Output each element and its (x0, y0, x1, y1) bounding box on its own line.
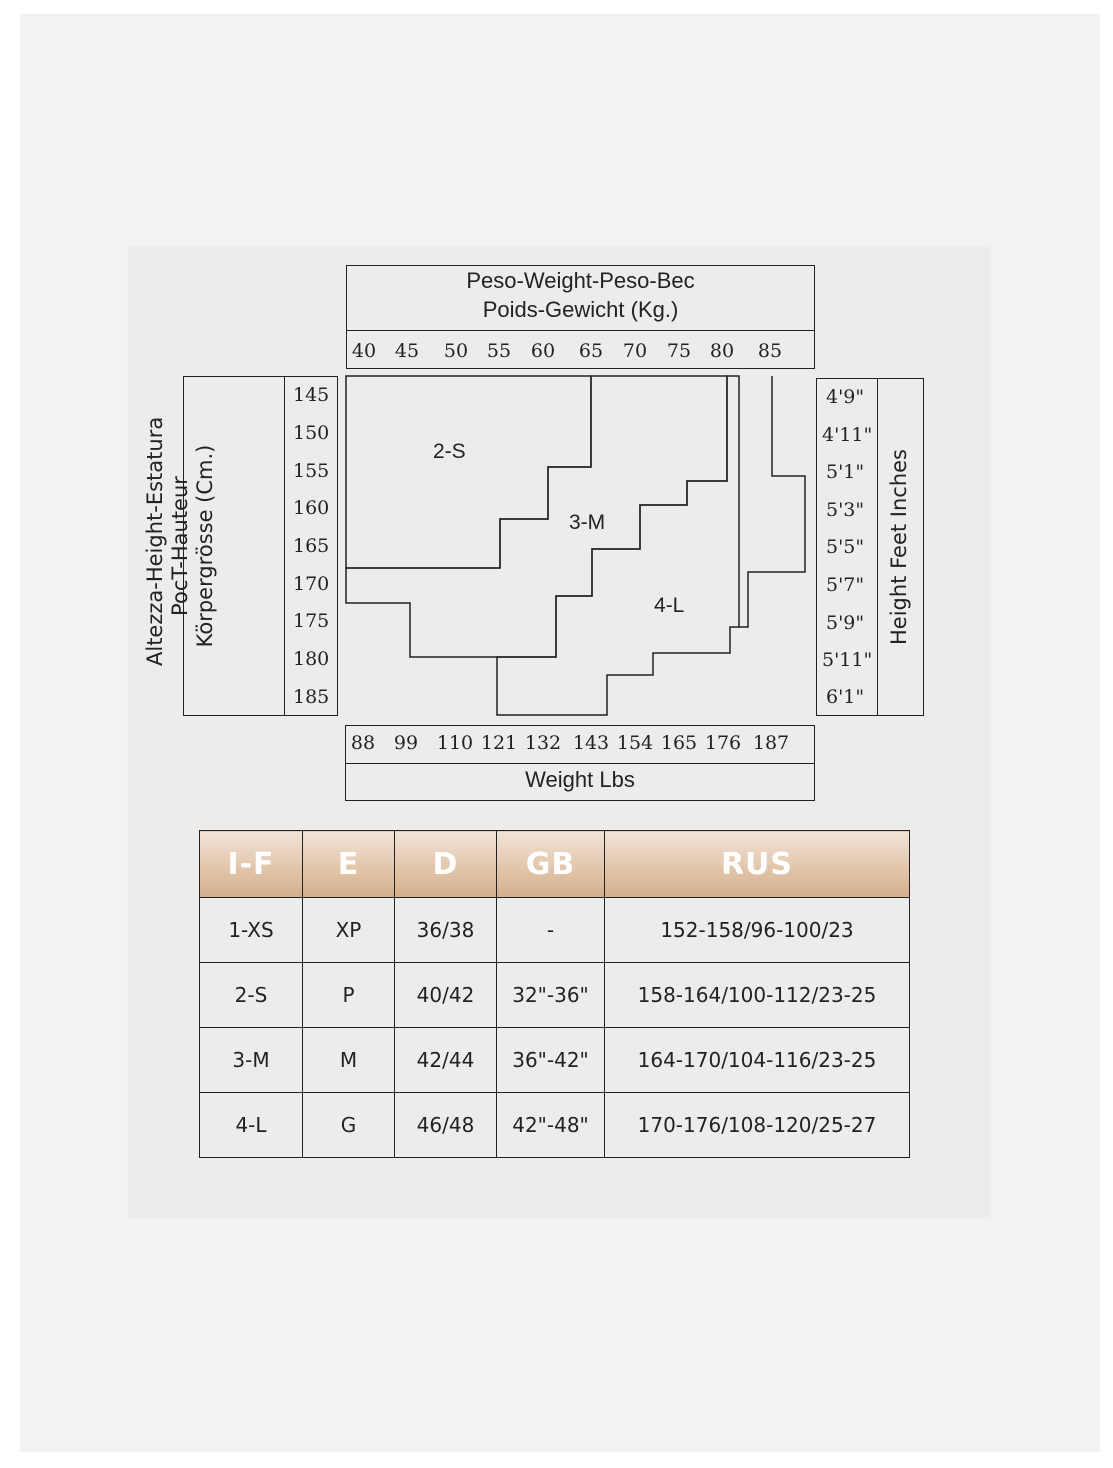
cm-tick: 170 (293, 573, 330, 595)
weight-lbs-title: Weight Lbs (525, 767, 635, 792)
lbs-tick: 99 (393, 732, 419, 754)
table-row (200, 1093, 910, 1158)
ft-tick: 4'9" (826, 386, 865, 408)
table-cell: 46/48 (395, 1093, 497, 1158)
header-cell-rus: RUS (605, 831, 910, 898)
table-cell: XP (303, 898, 395, 963)
lbs-tick: 165 (660, 732, 698, 754)
table-cell: M (303, 1028, 395, 1093)
height-cm-divider (284, 376, 285, 716)
cm-tick: 165 (293, 535, 330, 557)
table-cell: - (497, 898, 605, 963)
header-cell-gb: GB (497, 831, 605, 898)
ft-tick: 5'1" (826, 461, 865, 483)
height-ft-title: Height Feet Inches (887, 449, 911, 645)
region-label-medium: 3-M (569, 511, 606, 534)
lbs-tick: 121 (480, 732, 518, 754)
table-cell: 3-M (200, 1028, 303, 1093)
ft-tick: 5'11" (822, 649, 873, 671)
lbs-tick: 88 (350, 732, 376, 754)
table-row (200, 898, 910, 963)
cm-tick: 180 (293, 648, 330, 670)
height-cm-title-line2: PocT-Hauteur (168, 476, 192, 616)
lbs-tick: 154 (616, 732, 654, 754)
size-conversion-table (199, 830, 910, 1158)
ft-tick: 5'7" (826, 574, 865, 596)
table-cell: 42/44 (395, 1028, 497, 1093)
cm-tick: 145 (293, 384, 330, 406)
region-label-large: 4-L (654, 594, 685, 617)
ft-tick: 5'5" (826, 536, 865, 558)
kg-tick: 50 (443, 340, 469, 362)
kg-tick: 65 (578, 340, 604, 362)
header-cell-e: E (303, 831, 395, 898)
weight-kg-title-line1: Peso-Weight-Peso-Bec (466, 268, 695, 293)
ft-tick: 5'9" (826, 612, 865, 634)
table-header-row (200, 831, 910, 898)
table-cell: 2-S (200, 963, 303, 1028)
height-ft-divider (877, 378, 878, 716)
table-cell: 158-164/100-112/23-25 (605, 963, 910, 1028)
cm-tick: 155 (293, 460, 330, 482)
table-cell: 164-170/104-116/23-25 (605, 1028, 910, 1093)
lbs-tick: 110 (436, 732, 474, 754)
kg-tick: 45 (394, 340, 420, 362)
kg-tick: 75 (666, 340, 692, 362)
height-cm-title-line3: Körpergrösse (Cm.) (193, 444, 217, 648)
cm-tick: 150 (293, 422, 330, 444)
table-cell: 4-L (200, 1093, 303, 1158)
table-row (200, 963, 910, 1028)
weight-kg-title-line2: Poids-Gewicht (Kg.) (482, 297, 679, 322)
kg-tick: 70 (622, 340, 648, 362)
table-row (200, 1028, 910, 1093)
table-cell: 32"-36" (497, 963, 605, 1028)
table-cell: 42"-48" (497, 1093, 605, 1158)
cm-tick: 185 (293, 686, 330, 708)
height-cm-title-line1: Altezza-Height-Estatura (143, 416, 167, 666)
table-cell: 170-176/108-120/25-27 (605, 1093, 910, 1158)
table-cell: 152-158/96-100/23 (605, 898, 910, 963)
cm-tick: 160 (293, 497, 330, 519)
height-cm-title (143, 416, 221, 666)
kg-tick: 80 (709, 340, 735, 362)
kg-tick: 60 (530, 340, 556, 362)
ft-tick: 5'3" (826, 499, 865, 521)
header-cell-if: I-F (200, 831, 303, 898)
ft-tick: 4'11" (822, 424, 873, 446)
table-cell: 40/42 (395, 963, 497, 1028)
cm-tick: 175 (293, 610, 330, 632)
lbs-tick: 143 (572, 732, 610, 754)
ft-tick: 6'1" (826, 686, 865, 708)
lbs-tick: 187 (752, 732, 790, 754)
kg-tick: 55 (486, 340, 512, 362)
table-cell: G (303, 1093, 395, 1158)
lbs-tick: 176 (704, 732, 742, 754)
lbs-tick: 132 (524, 732, 562, 754)
kg-tick: 85 (757, 340, 783, 362)
weight-kg-divider (346, 330, 815, 331)
region-label-small: 2-S (433, 440, 466, 463)
table-cell: 36"-42" (497, 1028, 605, 1093)
table-cell: P (303, 963, 395, 1028)
table-cell: 36/38 (395, 898, 497, 963)
weight-lbs-divider (345, 763, 815, 764)
header-cell-d: D (395, 831, 497, 898)
table-cell: 1-XS (200, 898, 303, 963)
kg-tick: 40 (351, 340, 377, 362)
